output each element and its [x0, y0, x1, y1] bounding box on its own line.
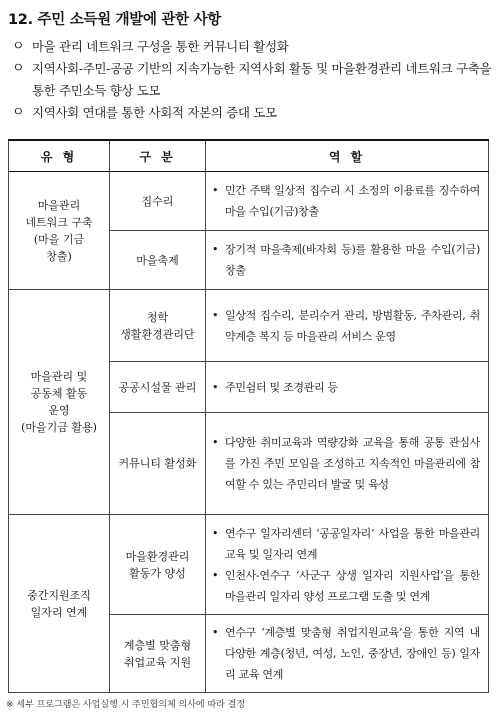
category-cell [110, 231, 206, 290]
category-cell [110, 290, 206, 362]
category-label: 마을환경관리 활동가 양성 [125, 549, 190, 580]
role-text: 연수구 ‘계층별 맞춤형 취업지원교육’을 통한 지역 내 다양한 계층(청년, 여성, 노인, 중장년, 장애인 등) 일자리 교육 연계 [225, 626, 480, 681]
type-label: 마을관리 및 공동체 활동 운영 (마을기금 활용) [21, 370, 97, 434]
role-cell [206, 615, 489, 693]
role-text: 다양한 취미교육과 역량강화 교육을 통해 공통 관심사를 가진 주민 모임을 조성하고 지속적인 마을관리에 참여할 수 있는 주민리더 발굴 및 육성 [225, 436, 480, 491]
category-cell [110, 413, 206, 515]
bullet-dot-icon: • [212, 308, 219, 322]
bullet-dot-icon: • [212, 626, 219, 639]
type-label: 마을관리 네트워크 구축 (마을 기금 창출) [25, 198, 93, 263]
header-category: 구 분 [110, 140, 206, 172]
role-item [212, 239, 480, 281]
bullet-dot-icon: • [212, 184, 219, 197]
category-cell [110, 362, 206, 413]
role-cell [206, 413, 489, 515]
role-item [212, 180, 480, 222]
role-item [212, 432, 480, 495]
circle-marker-icon: ㅇ [12, 61, 25, 76]
role-item [212, 377, 480, 398]
type-cell [9, 172, 110, 290]
role-text: 연수구 일자리센터 ‘공공일자리’ 사업을 통한 마을관리 교육 및 일자리 연계 [225, 526, 480, 561]
category-label: 공공시설물 관리 [118, 380, 197, 394]
overview-bullet [10, 58, 494, 102]
income-program-table [8, 139, 489, 693]
overview-bullet-text: 지역사회-주민-공공 기반의 지속가능한 지역사회 활동 및 마을환경관리 네트워크 구축을 통한 주민소득 향상 도모 [32, 61, 492, 98]
bullet-dot-icon: • [212, 568, 219, 582]
role-text: 일상적 집수리, 분리수거 관리, 방범활동, 주차관리, 취약계층 복지 등 마을관리 서비스 운영 [225, 308, 480, 343]
bullet-dot-icon: • [212, 526, 219, 540]
category-cell [110, 615, 206, 693]
category-label: 집수리 [141, 194, 174, 208]
table-row [9, 172, 489, 231]
overview-bullet-text: 마을 관리 네트워크 구성을 통한 커뮤니티 활성화 [32, 39, 289, 54]
bullet-dot-icon: • [212, 436, 219, 449]
role-item [212, 305, 480, 347]
footnote: ※ 세부 프로그램은 사업실행 시 주민협의체 의사에 따라 결정 [6, 700, 246, 710]
overview-bullet-text: 지역사회 연대를 통한 사회적 자본의 증대 도모 [32, 105, 277, 120]
role-text: 주민쉼터 및 조경관리 등 [225, 380, 338, 394]
role-item [212, 565, 480, 607]
bullet-dot-icon: • [212, 243, 219, 256]
header-type: 유 형 [9, 140, 110, 172]
role-text: 장기적 마을축제(바자회 등)를 활용한 마을 수입(기금) 창출 [225, 243, 480, 277]
circle-marker-icon: ㅇ [12, 105, 25, 120]
role-item [212, 523, 480, 565]
category-cell [110, 515, 206, 615]
section-title: 12. 주민 소득원 개발에 관한 사항 [8, 12, 222, 28]
type-label: 중간지원조직 일자리 연계 [27, 588, 91, 619]
role-text: 인천사-연수구 ‘사군구 상생 일자리 지원사업’을 통한 마을관리 일자리 양성 프로그램 도출 및 연계 [225, 568, 480, 603]
category-label: 마을축제 [136, 253, 179, 267]
category-cell [110, 172, 206, 231]
role-text: 민간 주택 일상적 집수리 시 소정의 이용료를 징수하여 마을 수입(기금)창출 [225, 184, 480, 218]
role-cell [206, 172, 489, 231]
role-cell [206, 515, 489, 615]
type-cell [9, 290, 110, 515]
overview-bullet [10, 36, 494, 58]
circle-marker-icon: ㅇ [12, 39, 25, 54]
table-row [9, 290, 489, 362]
role-cell [206, 290, 489, 362]
table-header-row [9, 140, 489, 172]
bullet-dot-icon: • [212, 380, 219, 394]
type-cell [9, 515, 110, 693]
role-item [212, 622, 480, 685]
overview-bullet-list [10, 36, 494, 124]
category-label: 계층별 맞춤형 취업교육 지원 [123, 638, 192, 669]
table-row [9, 515, 489, 615]
category-label: 커뮤니티 활성화 [118, 457, 197, 470]
overview-bullet [10, 102, 494, 124]
role-cell [206, 362, 489, 413]
role-cell [206, 231, 489, 290]
header-role: 역 할 [206, 140, 489, 172]
category-label: 청학 생활환경관리단 [120, 310, 195, 341]
